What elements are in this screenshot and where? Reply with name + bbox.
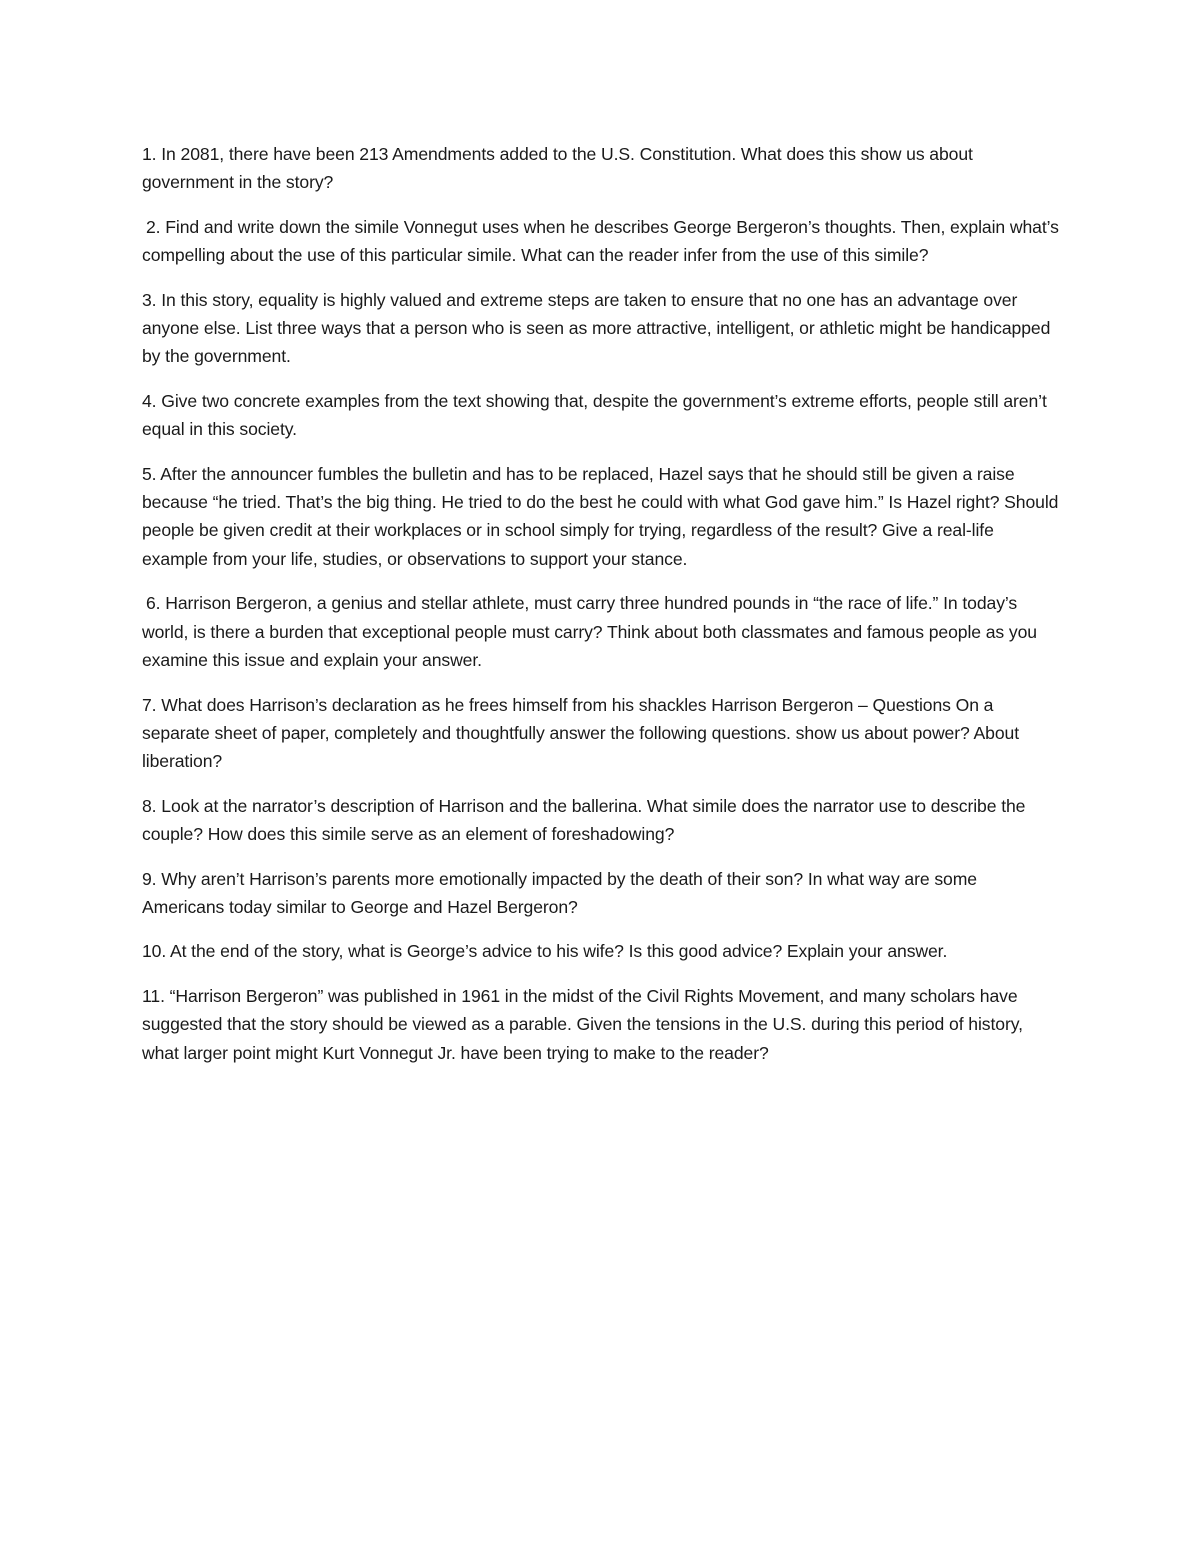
question-3: 3. In this story, equality is highly valued and extreme steps are taken to ensure that no one has an advantage over anyone else. List three ways that a person who is seen as more attractive, intelligent, or athletic might be handicapped by the government. — [142, 289, 1051, 367]
question-list — [142, 140, 1062, 1083]
question-6: 6. Harrison Bergeron, a genius and stellar athlete, must carry three hundred pounds in “the race of life.” In today’s world, is there a burden that exceptional people must carry? Think about both classmates and famous people as you examine this issue and explain your answer. — [142, 593, 1037, 671]
question-10: 10. At the end of the story, what is George’s advice to his wife? Is this good advice? Explain your answer. — [142, 941, 948, 962]
question-2: 2. Find and write down the simile Vonnegut uses when he describes George Bergeron’s thoughts. Then, explain what’s compelling about the use of this particular simile. What can the reader infer from the use of this simile? — [142, 216, 1059, 266]
question-8: 8. Look at the narrator’s description of Harrison and the ballerina. What simile does the narrator use to describe the couple? How does this simile serve as an element of foreshadowing? — [142, 795, 1026, 845]
question-5: 5. After the announcer fumbles the bulletin and has to be replaced, Hazel says that he should still be given a raise because “he tried. That’s the big thing. He tried to do the best he could with what God gave him.” Is Hazel right? Should people be given credit at their workplaces or in school simply for trying, regardless of the result? Give a real-life example from your life, studies, or observations to support your stance. — [142, 463, 1059, 569]
question-7: 7. What does Harrison’s declaration as he frees himself from his shackles Harrison Bergeron – Questions On a separate sheet of paper, completely and thoughtfully answer the following questions. show us about power? About liberation? — [142, 694, 1019, 772]
question-4: 4. Give two concrete examples from the text showing that, despite the government’s extreme efforts, people still aren’t equal in this society. — [142, 390, 1047, 440]
question-9: 9. Why aren’t Harrison’s parents more emotionally impacted by the death of their son? In what way are some Americans today similar to George and Hazel Bergeron? — [142, 868, 977, 917]
question-11: 11. “Harrison Bergeron” was published in 1961 in the midst of the Civil Rights Movement, and many scholars have suggested that the story should be viewed as a parable. Given the tensions in the U.S. during this period of history, what larger point might Kurt Vonnegut Jr. have been trying to make to the reader? — [142, 985, 1023, 1063]
question-1: 1. In 2081, there have been 213 Amendments added to the U.S. Constitution. What does this show us about government in the story? — [142, 144, 973, 193]
